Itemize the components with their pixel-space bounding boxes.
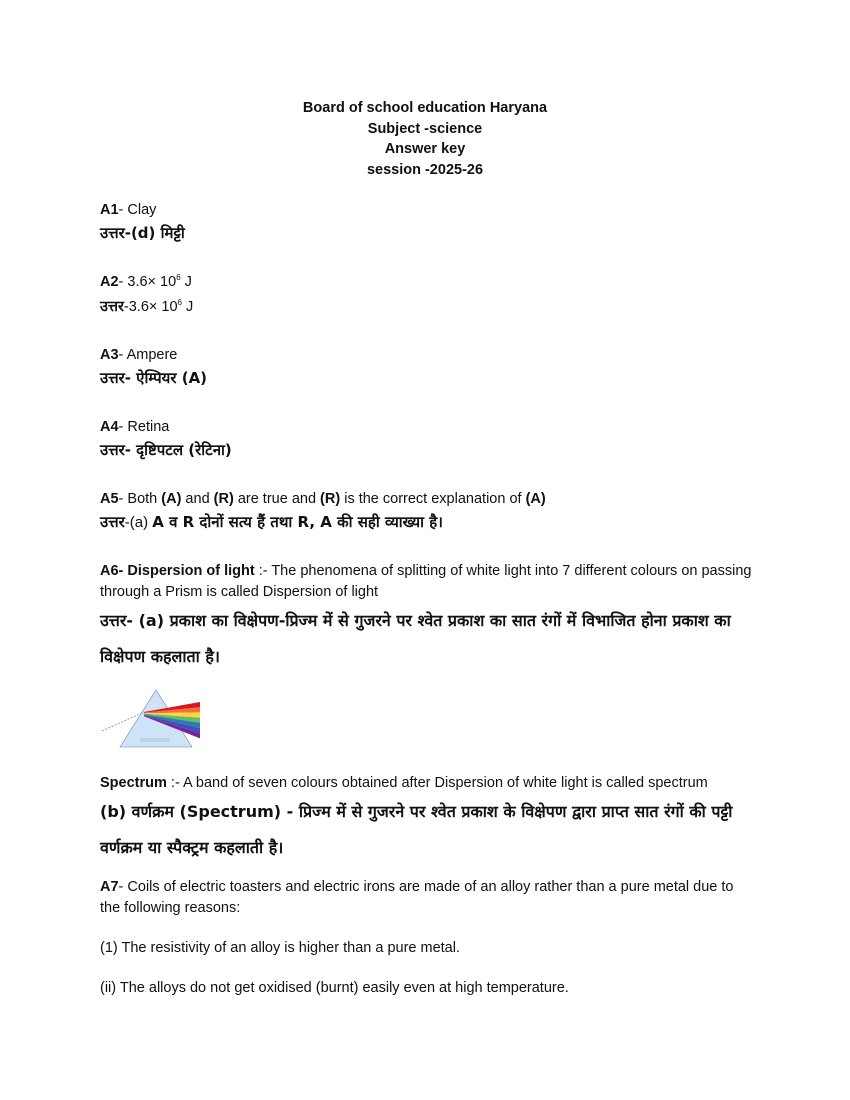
a7-point-1: (1) The resistivity of an alloy is higher than a pure metal. xyxy=(100,940,460,956)
a2-question: A2- $3.6\times 10^6$ J xyxy=(100,273,192,290)
a1-answer: उत्तर-(d) मिट्टी xyxy=(100,224,185,242)
a4-question: A4- Retina xyxy=(100,419,170,435)
a3-answer: उत्तर- ऐम्पियर (A) xyxy=(100,369,208,387)
a5-question: A5- Both (A) and (R) are true and (R) is the correct explanation of (A) xyxy=(100,491,546,507)
answer-a6 xyxy=(100,561,760,675)
answer-a4 xyxy=(100,417,780,462)
header-session: session -2025-26 xyxy=(366,161,484,178)
a2-answer: उत्तर-3.6× $10^6$ J xyxy=(100,298,194,315)
header-title: Answer key xyxy=(384,141,466,157)
spectrum-definition: Spectrum :- A band of seven colours obtained after Dispersion of white light is called spectrum xyxy=(100,775,708,791)
answer-a7 xyxy=(100,877,740,999)
header-board: Board of school education Haryana xyxy=(302,100,548,116)
spectrum-hindi: (b) वर्णक्रम (Spectrum) - प्रिज्म में से गुजरने पर श्वेत प्रकाश के विक्षेपण द्वारा प्राप्त सात रंगों की पट्टी वर्णक्रम या स्पैक्ट्रम कहलाती है। xyxy=(100,802,733,857)
a7-point-2: (ii) The alloys do not get oxidised (burnt) easily even at high temperature. xyxy=(100,980,569,996)
a4-answer: उत्तर- दृष्टिपटल (रेटिना) xyxy=(100,441,232,459)
a5-answer: उत्तर-(a) A व R दोनों सत्य हैं तथा R, A की सही व्याख्या है। xyxy=(100,513,443,531)
answer-a2 xyxy=(100,272,780,318)
answer-a3 xyxy=(100,345,780,390)
a3-question: A3- Ampere xyxy=(100,347,178,363)
a1-question: A1- Clay xyxy=(100,202,157,218)
a6-answer: उत्तर- (a) प्रकाश का विक्षेपण-प्रिज्म में से गुजरने पर श्वेत प्रकाश का सात रंगों में विभाजित होना प्रकाश का विक्षेपण कहलाता है। xyxy=(100,611,731,666)
a7-question: A7- Coils of electric toasters and electric irons are made of an alloy rather than a pure metal due to the following reasons: xyxy=(100,879,734,916)
answer-a1 xyxy=(100,200,780,245)
header-subject: Subject -science xyxy=(367,120,483,137)
spectrum-section xyxy=(100,773,780,866)
document-header xyxy=(0,98,850,180)
answer-a5 xyxy=(100,489,800,535)
a6-definition: A6- Dispersion of light :- The phenomena of splitting of white light into 7 different colours on passing through a Prism is called Dispersion of light xyxy=(100,563,752,600)
prism-dispersion-illustration xyxy=(100,688,218,750)
